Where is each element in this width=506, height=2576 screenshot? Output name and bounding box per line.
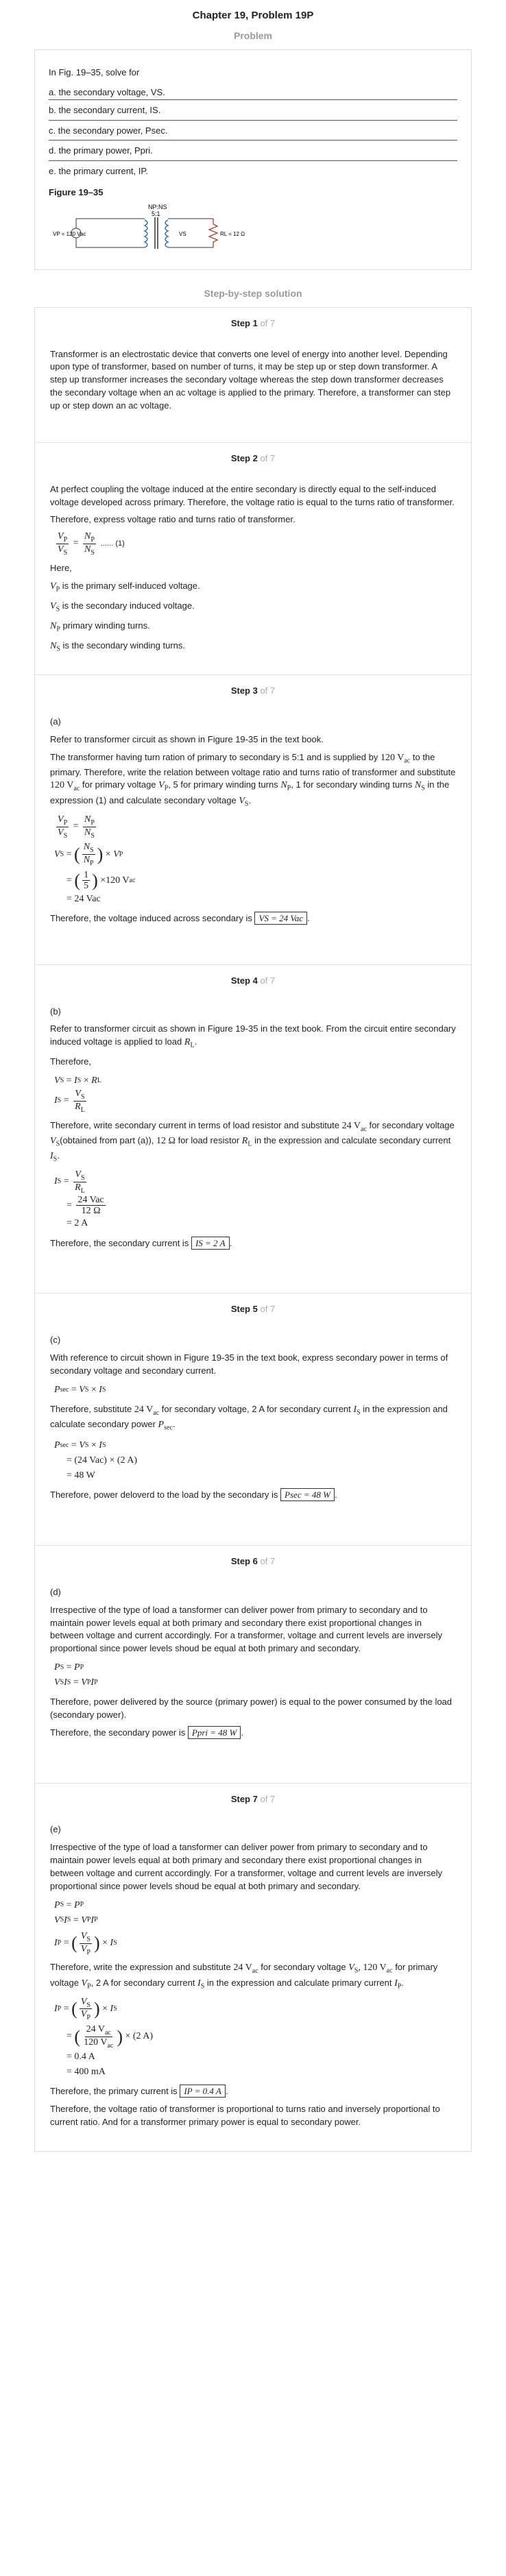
primary-coil (145, 220, 147, 247)
step-2: Step 2 of 7 At perfect coupling the voltage induced at the entire secondary is directly equal to the self-induced voltage developed across primary. Therefore, the voltage ratio is equal to the turns ratio of transformer. Therefore, express voltage ratio and turns ratio of transformer. $\frac{V_P}{V_S}$ = $\frac{N_P}{N_S}$ ...... (1) Here, $V_P$ is the primary self-induced voltage. $V_S$ is the secondary induced voltage. $N_P$ primary winding turns. $N_S$ is the secondary winding turns. (35, 442, 471, 675)
step-6-result: Therefore, the secondary power is (50, 1727, 186, 1738)
part-label: (e) (50, 1824, 61, 1835)
equation-is: V S = I S × R L I S = $\frac{V_S}{R_L}$ (54, 1075, 101, 1114)
primary-voltage-label: VP = 120 Vac (53, 230, 86, 237)
is-result: = 2 A (67, 1218, 88, 1229)
turns-ratio-value: 5:1 (152, 210, 160, 217)
part-label: (c) (50, 1335, 61, 1346)
step-3: Step 3 of 7 (a) Refer to transformer circuit as shown in Figure 19-35 in the text book. The transformer having turn ration of primary to secondary is 5:1 and is supplied by 120 $V_{ac}$ to the primary. Therefore, write the relation between voltage ratio and turns ratio of transformer and substitute 120 $V_{ac}$ for primary voltage $V_P$, 5 for primary winding turns $N_P$, 1 for secondary winding turns $N_S$ in the expression (1) and calculate secondary voltage $V_S$. $\frac{V_P}{V_S}$ = $\frac{N_P}{N_S}$ V S = ( $\frac{N_S}{N_P}$ ) × V P = ( $\frac{1}{5}$ ) ×120 V ac = 24 Vac Therefore, the voltage induced across secondary is VS = 24 Vac . (35, 675, 471, 964)
step-label: Step 1 (230, 317, 258, 328)
step-count: of 7 (260, 975, 276, 986)
problem-part-a: a. the secondary voltage, VS. (49, 86, 165, 97)
step-7-conclusion: Therefore, the voltage ratio of transformer is proportional to turns ratio and inversely proportional to current ratio. And for a transformer primary power is equal to secondary power. (50, 2103, 440, 2127)
equation-is-calc: I S = $\frac{V_S}{R_L}$ = $\frac{\text{24 Vac}}{12 \Omega}$ = 2 A (54, 1169, 456, 1231)
transformer-figure (49, 202, 457, 260)
problem-part-c: c. the secondary power, Psec. (49, 125, 168, 136)
step-label: Step 6 (230, 1556, 258, 1567)
problem-part-d: d. the primary power, Ppri. (49, 145, 153, 156)
step-7-text: Irrespective of the type of load a tansformer can deliver power from primary to secondary and to maintain power levels equal at both primary and secondary there exist proportional changes in between voltage and current accordingly. For a transformer, voltage and current levels are inversely proportional since power levels shoud be equal at both primary and secondary. (50, 1842, 443, 1891)
here-label: Here, (50, 562, 72, 573)
equation-ip-calc: I P = ( $\frac{V_S}{V_P}$ ) × I S = ( $\frac{24 V_{ac}}{120 V_{ac}}$ ) × (2 A) = 0.4 A = 400 mA (54, 1996, 154, 2077)
step-3-result: Therefore, the voltage induced across secondary is (50, 912, 252, 923)
solution-panel (34, 307, 472, 2152)
load-resistor-label: RL = 12 Ω (220, 230, 245, 237)
step-label: Step 3 (230, 685, 258, 696)
step-5-text: With reference to circuit shown in Figure 19-35 in the text book, express secondary power in terms of secondary voltage and secondary current. (50, 1352, 448, 1376)
step-4: Step 4 of 7 (b) Refer to transformer circuit as shown in Figure 19-35 in the text book. From the circuit entire secondary induced voltage is applied to load $R_L$. Therefore, V S = I S × R L I S = $\frac{V_S}{R_L}$ Therefore, write secondary current in terms of load resistor and substitute 24 $V_{ac}$ for secondary voltage $V_S(obtained$ from part (a)), 12 Ω for load resistor $R_L$ in the expression and calculate secondary current $I_S$. I S = $\frac{V_S}{R_L}$ = $\frac{\text{24 Vac}}{12 \Omega}$ = 2 A Therefore, the secondary current is IS = 2 A . (35, 964, 471, 1293)
problem-panel (34, 49, 472, 270)
vs-result: = 24 Vac (67, 893, 101, 904)
secondary-coil (165, 220, 168, 247)
equation-psec-calc: P sec = V S × I S = (24 Vac) × (2 A) = 48 W (54, 1440, 138, 1481)
turns-ratio-label: NP:NS (148, 203, 167, 210)
part-label: (a) (50, 716, 61, 727)
step-6-text-2: Therefore, power delivered by the source (primary power) is equal to the power consumed by the load (secondary power). (50, 1697, 453, 1720)
step-7-result: Therefore, the primary current is (50, 2085, 178, 2096)
figure-title: Figure 19–35 (49, 187, 104, 198)
equation-1: $\frac{V_P}{V_S}$ = $\frac{N_P}{N_S}$ ...... (1) (58, 531, 125, 557)
step-3-text: Refer to transformer circuit as shown in Figure 19-35 in the text book. (50, 733, 324, 744)
step-1 (35, 308, 471, 442)
def-np: primary winding turns. (62, 620, 150, 631)
secondary-voltage-label: VS (179, 230, 186, 237)
step-count: of 7 (260, 1793, 276, 1804)
def-vs: is the secondary induced voltage. (62, 600, 195, 611)
def-ns: is the secondary winding turns. (62, 640, 186, 651)
step-label: Step 7 (230, 1793, 258, 1804)
step-count: of 7 (260, 685, 276, 696)
equation-vs: $\frac{V_P}{V_S}$ = $\frac{N_P}{N_S}$ V S = ( $\frac{N_S}{N_P}$ ) × V P = ( $\frac{1}{5}$ ) ×120 V ac = 24 Vac (54, 814, 456, 907)
step-7: Step 7 of 7 (e) Irrespective of the type of load a tansformer can deliver power from primary to secondary and to maintain power levels equal at both primary and secondary there exist proportional changes in between voltage and current accordingly. For a transformer, voltage and current levels are inversely proportional since power levels shoud be equal at both primary and secondary. P S = P P V S I S = V P I P I P = ( $\frac{V_S}{V_P}$ ) × I S Therefore, write the expression and substitute 24 $V_{ac}$ for secondary voltage $V_S$, 120 $V_{ac}$ for primary voltage $V_P$, 2 A for secondary current $I_S$ in the expression and calculate primary current $I_P$. I P = ( $\frac{V_S}{V_P}$ ) × I S = ( $\frac{24 V_{ac}}{120 V_{ac}}$ ) × (2 A) = 0.4 A = 400 mA Therefore, the primary current is IP = 0.4 A . Therefore, the voltage ratio of transformer is proportional to turns ratio and inversely proportional to current ratio. And for a transformer primary power is equal to secondary power. (35, 1783, 471, 2152)
step-5: Step 5 of 7 (c) With reference to circuit shown in Figure 19-35 in the text book, express secondary power in terms of secondary voltage and secondary current. P sec = V S × I S Therefore, substitute 24 $V_{ac}$ for secondary voltage, 2 A for secondary current $I_S$ in the expression and calculate secondary power $P_{sec}$. P sec = V S × I S = (24 Vac) × (2 A) = 48 W Therefore, power deloverd to the load by the secondary is Psec = 48 W . (35, 1293, 471, 1545)
problem-part-e: e. the primary current, IP. (49, 166, 148, 177)
problem-heading: Problem (233, 30, 272, 41)
def-vp: is the primary self-induced voltage. (62, 580, 200, 591)
problem-part-b: b. the secondary current, IS. (49, 104, 161, 115)
step-4-text: Refer to transformer circuit as shown in Figure 19-35 in the text book. From the circuit entire secondary induced voltage is applied to load (50, 1023, 456, 1047)
therefore-label: Therefore, (50, 1056, 91, 1067)
step-5-result: Therefore, power deloverd to the load by the secondary is (50, 1490, 278, 1500)
answer-box: IS = 2 A (191, 1237, 230, 1250)
step-label: Step 2 (230, 452, 258, 463)
load-resistor (209, 219, 217, 247)
equation-psec: P sec = V S × I S (54, 1384, 106, 1395)
answer-box: Psec = 48 W (280, 1488, 335, 1501)
step-3-text-2: The transformer having turn ration of primary to secondary is 5:1 and is supplied by 120 $V_{ac}$ to the primary. Therefore, write the relation between voltage ratio and turns ratio of transformer and substitute 120 $V_{ac}$ for primary voltage $V_P$, 5 for primary winding turns $N_P$, 1 for secondary winding turns $N_S$ in the expression (1) and calculate secondary voltage $V_S$. (50, 751, 456, 808)
equation-power-balance: P S = P P V S I S = V P I P (54, 1662, 98, 1688)
chapter-title: Chapter 19, Problem 19P (192, 10, 314, 21)
step-6-text: Irrespective of the type of load a tansformer can deliver power from primary to secondary and to maintain power levels equal at both primary and secondary there exist proportional changes in between voltage and current accordingly. For a transformer, voltage and current levels are inversely proportional since power levels shoud be equal at both primary and secondary. (50, 1604, 443, 1654)
answer-box: VS = 24 Vac (254, 912, 307, 925)
step-count: of 7 (260, 1556, 276, 1567)
part-label: (b) (50, 1006, 61, 1017)
step-1-text: Transformer is an electrostatic device that converts one level of energy into another level. Depending upon type of transformer, based on number of turns, it may be step up or step down transformer. A step up transformer increases the secondary voltage whereas the step down transformer decreases the secondary voltage when an ac voltage is applied to the primary. Therefore, a transformer can step up or step down an ac voltage. (50, 348, 451, 411)
answer-box: Ppri = 48 W (188, 1726, 241, 1739)
step-count: of 7 (260, 452, 276, 463)
solution-heading: Step-by-step solution (204, 287, 302, 299)
step-label: Step 4 (230, 975, 258, 986)
step-count: of 7 (260, 317, 276, 328)
step-label: Step 5 (230, 1304, 258, 1315)
answer-box: IP = 0.4 A (180, 2085, 226, 2098)
problem-intro: In Fig. 19–35, solve for (49, 67, 140, 77)
step-4-result: Therefore, the secondary current is (50, 1237, 189, 1248)
step-6: Step 6 of 7 (d) Irrespective of the type of load a tansformer can deliver power from primary to secondary and to maintain power levels equal at both primary and secondary there exist proportional changes in between voltage and current accordingly. For a transformer, voltage and current levels are inversely proportional since power levels shoud be equal at both primary and secondary. P S = P P V S I S = V P I P Therefore, power delivered by the source (primary power) is equal to the power consumed by the load (secondary power). Therefore, the secondary power is Ppri = 48 W . (35, 1545, 471, 1783)
step-2-text: At perfect coupling the voltage induced at the entire secondary is directly equal to the self-induced voltage developed across primary. Therefore, the voltage ratio is equal to the turns ratio of transformer. (50, 483, 455, 507)
equation-ip: P S = P P V S I S = V P I P I P = ( $\frac{V_S}{V_P}$ ) × I S (54, 1899, 117, 1956)
equation-number: ...... (1) (100, 539, 125, 548)
step-2-text-2: Therefore, express voltage ratio and turns ratio of transformer. (50, 514, 296, 525)
step-count: of 7 (260, 1304, 276, 1315)
part-label: (d) (50, 1586, 61, 1597)
